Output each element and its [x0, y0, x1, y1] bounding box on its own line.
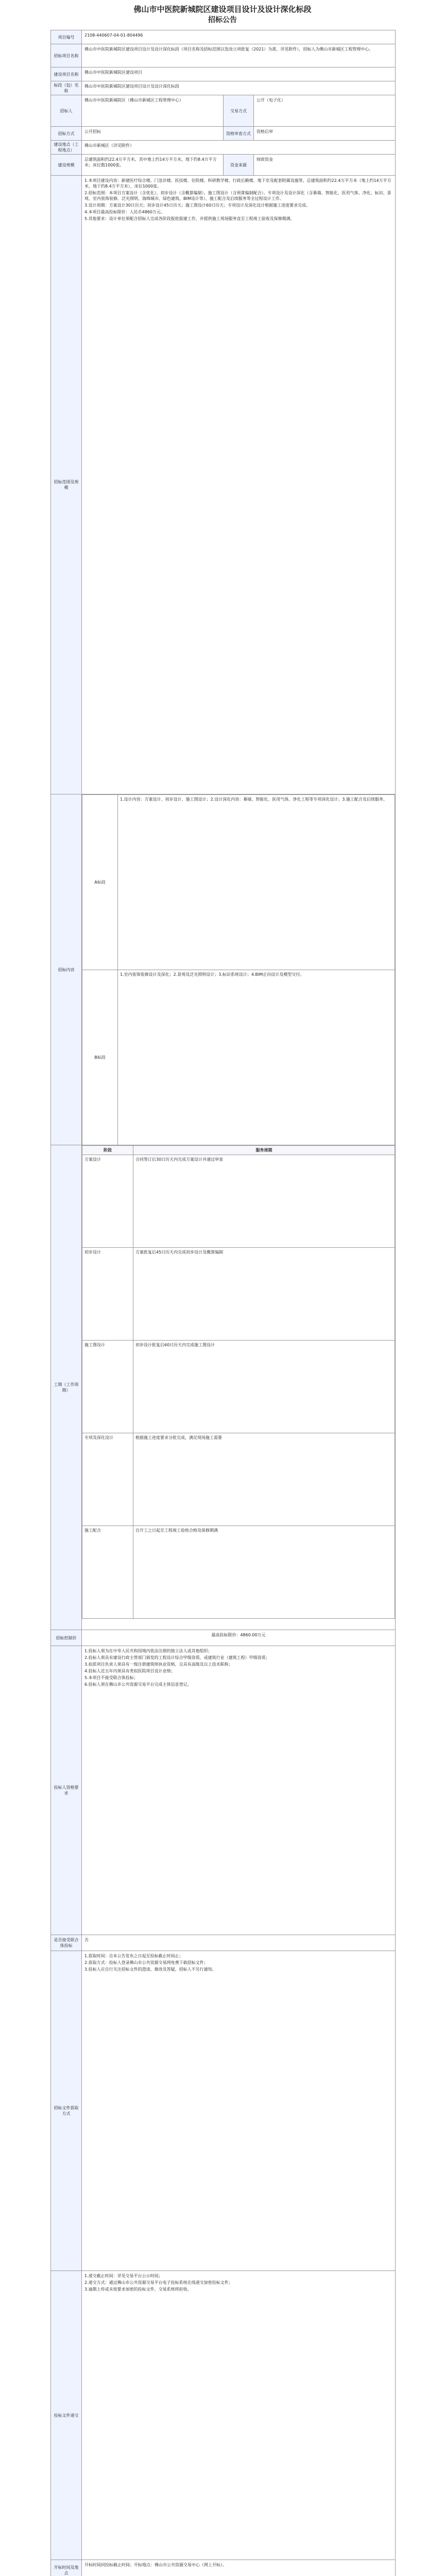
row-joint: 是否接受联合体投标 否 — [51, 1935, 395, 1951]
row-schedule: 工期（工作周期） 阶段 服务周期 方案设计 合同签订后30日历天内完成方案设计并通过审查 初步设计 方案批复后45日历天内完成初步设计及概算编制 施工图设计 初步设计批复后60日历天内完成施工图设计 专项及深化设计 根据施工进度要求分批完成，满足现场施工需要 施工配合 自开工之日起至工程竣工验收合格及保修期满 — [51, 1145, 395, 1630]
row-registration: 招标文件获取方式 1.获取时间：自本公告发布之日起至投标截止时间止； 2.获取方式：投标人登录佛山市公共资源交易网免费下载招标文件； 3.投标人应自行关注招标文件的澄清、修改及答疑，招标人不另行通知。 — [51, 1951, 395, 2270]
row-tender-method: 招标方式 公开招标 资格审查方式 资格后审 — [51, 126, 395, 140]
bid-content-table: A标段 1.设计内容：方案设计、初步设计、施工图设计；2.设计深化内容：幕墙、智能化、医用气体、净化工程等专项深化设计；3.施工配合及后续服务。 B标段 1.室内装饰装修设计及深化；2.景观及泛光照明设计；3.标识系统设计；4.BIM正向设计及模型交付。 — [82, 794, 395, 1145]
row-max-price: 招标控制价 最高投标限价：4860.00万元 — [51, 1630, 395, 1646]
row-opening: 开标时间及地点 开标时间同投标截止时间；开标地点：佛山市公共资源交易中心（网上开标）。 — [51, 2560, 395, 2576]
page-subtitle: 招标公告 — [208, 16, 237, 24]
row-project-name: 建设项目名称 佛山市中医院新城院区建设项目 — [51, 67, 395, 81]
notice-table — [50, 30, 396, 2576]
row-tenderer: 招标人 佛山市中医院新城院区（佛山市新城区工程管理中心） 交易方式 公开（电子化） — [51, 95, 395, 126]
row-scale: 建设规模 总建筑面积约22.4万平方米，其中地上约14万平方米，地下约8.4万平方米；床位数1000张。 资金来源 财政资金 — [51, 154, 395, 175]
schedule-table: 阶段 服务周期 方案设计 合同签订后30日历天内完成方案设计并通过审查 初步设计 方案批复后45日历天内完成初步设计及概算编制 施工图设计 初步设计批复后60日历天内完成施工图设计 专项及深化设计 根据施工进度要求分批完成，满足现场施工需要 施工配合 自开工之日起至工程竣工验收合格及保修期满 — [82, 1145, 395, 1619]
page-title: 佛山市中医院新城院区建设项目设计及设计深化标段 — [133, 5, 312, 14]
row-bid-section: 标段（包）名称 佛山市中医院新城院区建设项目设计及设计深化标段 — [51, 81, 395, 95]
row-scope: 招标范围及规模 1.本项目建设内容：新建医疗综合楼、门急诊楼、医技楼、住院楼、科研教学楼、行政后勤楼、地下室及配套附属设施等，总建筑面积约22.4万平方米（地上约14万平方米，地下约8.4万平方米），床位1000张。 2.招标范围：本项目方案设计（含优化）、初步设计（含概算编制）、施工图设计（含预算编制配合）、专项设计及设计深化（含幕墙、智能化、医用气体、净化、标识、景观、室内装饰装修、泛光照明、海绵城市、绿色建筑、BIM设计等）、施工配合及后续服务等全过程设计工作。 3.设计周期：方案设计30日历天；初步设计45日历天；施工图设计60日历天；专项设计及深化设计根据施工进度要求完成。 4.本项目最高投标限价：人民币4860万元。 5.其他要求：设计单位须配合招标人完成各阶段报批报建工作，并提供施工现场服务直至工程竣工验收及保修期满。 — [51, 175, 395, 794]
row-bid-name: 招标项目名称 佛山市中医院新城院区建设项目设计及设计深化标段（项目名称及招标范围以发改立项批复（2021）为准，详见附件），招标人为佛山市新城区工程管理中心。 — [51, 44, 395, 67]
row-bid-submission: 投标文件递交 1.递交截止时间：详见交易平台公示时间； 2.递交方式：通过佛山市公共资源交易平台电子投标系统在线递交加密投标文件； 3.逾期上传或未按要求加密的投标文件，交易系统将拒收。 — [51, 2270, 395, 2560]
row-qualification: 投标人资格要求 1.投标人须为在中华人民共和国境内依法注册的独立法人或其他组织； 2.投标人须具有建设行政主管部门颁发的工程设计综合甲级资质，或建筑行业（建筑工程）甲级资质； 3.拟派项目负责人须具有一级注册建筑师执业资格，且具有高级及以上技术职称； 4.投标人近五年内须具有类似医院项目设计业绩； 5.本项目不接受联合体投标； 6.投标人须在佛山市公共资源交易平台完成主体信息登记。 — [51, 1646, 395, 1935]
row-location: 建设地点（工程地点） 佛山市新城区（详见附件） — [51, 140, 395, 154]
row-project-code: 项目编号 2108-440607-04-01-804496 — [51, 30, 395, 44]
row-bid-content: 招标内容 A标段 1.设计内容：方案设计、初步设计、施工图设计；2.设计深化内容：幕墙、智能化、医用气体、净化工程等专项深化设计；3.施工配合及后续服务。 B标段 1.室内装饰装修设计及深化；2.景观及泛光照明设计；3.标识系统设计；4.BIM正向设计及模型交付。 — [51, 794, 395, 1145]
scope-paragraphs: 1.本项目建设内容：新建医疗综合楼、门急诊楼、医技楼、住院楼、科研教学楼、行政后勤楼、地下室及配套附属设施等，总建筑面积约22.4万平方米（地上约14万平方米，地下约8.4万平方米），床位1000张。 2.招标范围：本项目方案设计（含优化）、初步设计（含概算编制）、施工图设计（含预算编制配合）、专项设计及设计深化（含幕墙、智能化、医用气体、净化、标识、景观、室内装饰装修、泛光照明、海绵城市、绿色建筑、BIM设计等）、施工配合及后续服务等全过程设计工作。 3.设计周期：方案设计30日历天；初步设计45日历天；施工图设计60日历天；专项设计及深化设计根据施工进度要求完成。 4.本项目最高投标限价：人民币4860万元。 5.其他要求：设计单位须配合招标人完成各阶段报批报建工作，并提供施工现场服务直至工程竣工验收及保修期满。 — [84, 178, 391, 221]
